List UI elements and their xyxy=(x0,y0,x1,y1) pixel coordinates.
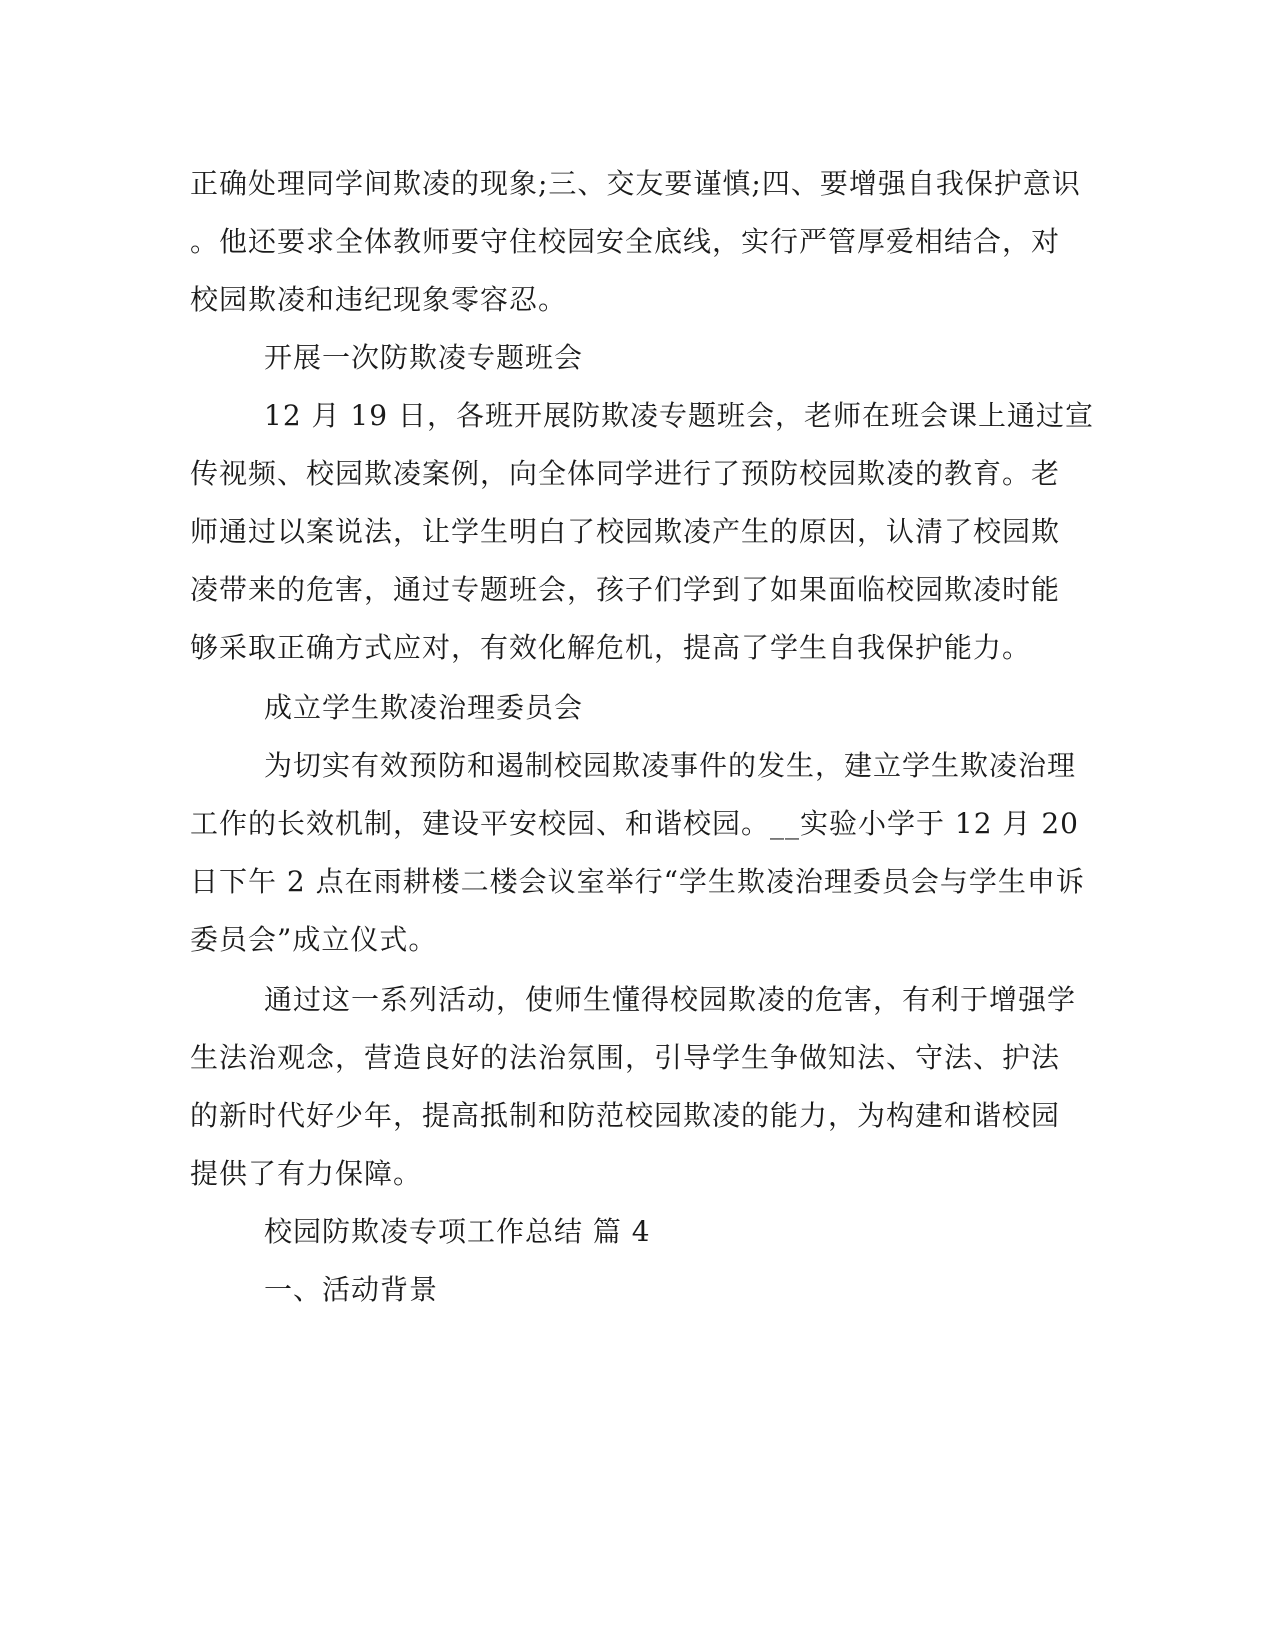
section-heading: 开展一次防欺凌专题班会 xyxy=(264,341,584,374)
section-heading: 成立学生欺凌治理委员会 xyxy=(264,691,584,724)
text-line: 为切实有效预防和遏制校园欺凌事件的发生，建立学生欺凌治理 xyxy=(264,749,1077,782)
text-line: 校园欺凌和违纪现象零容忍。 xyxy=(190,283,568,316)
text-line: 通过这一系列活动，使师生懂得校园欺凌的危害，有利于增强学 xyxy=(264,983,1077,1016)
section-heading: 校园防欺凌专项工作总结 篇 4 xyxy=(264,1215,651,1248)
text-line: 工作的长效机制，建设平安校园、和谐校园。__实验小学于 12 月 20 xyxy=(190,807,1079,840)
text-line: 师通过以案说法，让学生明白了校园欺凌产生的原因，认清了校园欺 xyxy=(190,515,1061,548)
text-line: 传视频、校园欺凌案例，向全体同学进行了预防校园欺凌的教育。老 xyxy=(190,457,1061,490)
text-line: 凌带来的危害，通过专题班会，孩子们学到了如果面临校园欺凌时能 xyxy=(190,573,1061,606)
section-heading: 一、活动背景 xyxy=(264,1273,439,1306)
text-line: 。他还要求全体教师要守住校园安全底线，实行严管厚爱相结合，对 xyxy=(190,225,1061,258)
text-line: 12 月 19 日，各班开展防欺凌专题班会，老师在班会课上通过宣 xyxy=(264,399,1094,432)
text-line: 委员会”成立仪式。 xyxy=(190,923,438,956)
text-line: 够采取正确方式应对，有效化解危机，提高了学生自我保护能力。 xyxy=(190,631,1032,664)
text-line: 日下午 2 点在雨耕楼二楼会议室举行“学生欺凌治理委员会与学生申诉 xyxy=(190,865,1085,898)
text-line: 正确处理同学间欺凌的现象;三、交友要谨慎;四、要增强自我保护意识 xyxy=(190,167,1081,200)
text-line: 提供了有力保障。 xyxy=(190,1157,423,1190)
text-line: 生法治观念，营造良好的法治氛围，引导学生争做知法、守法、护法 xyxy=(190,1041,1061,1074)
text-line: 的新时代好少年，提高抵制和防范校园欺凌的能力，为构建和谐校园 xyxy=(190,1099,1061,1132)
